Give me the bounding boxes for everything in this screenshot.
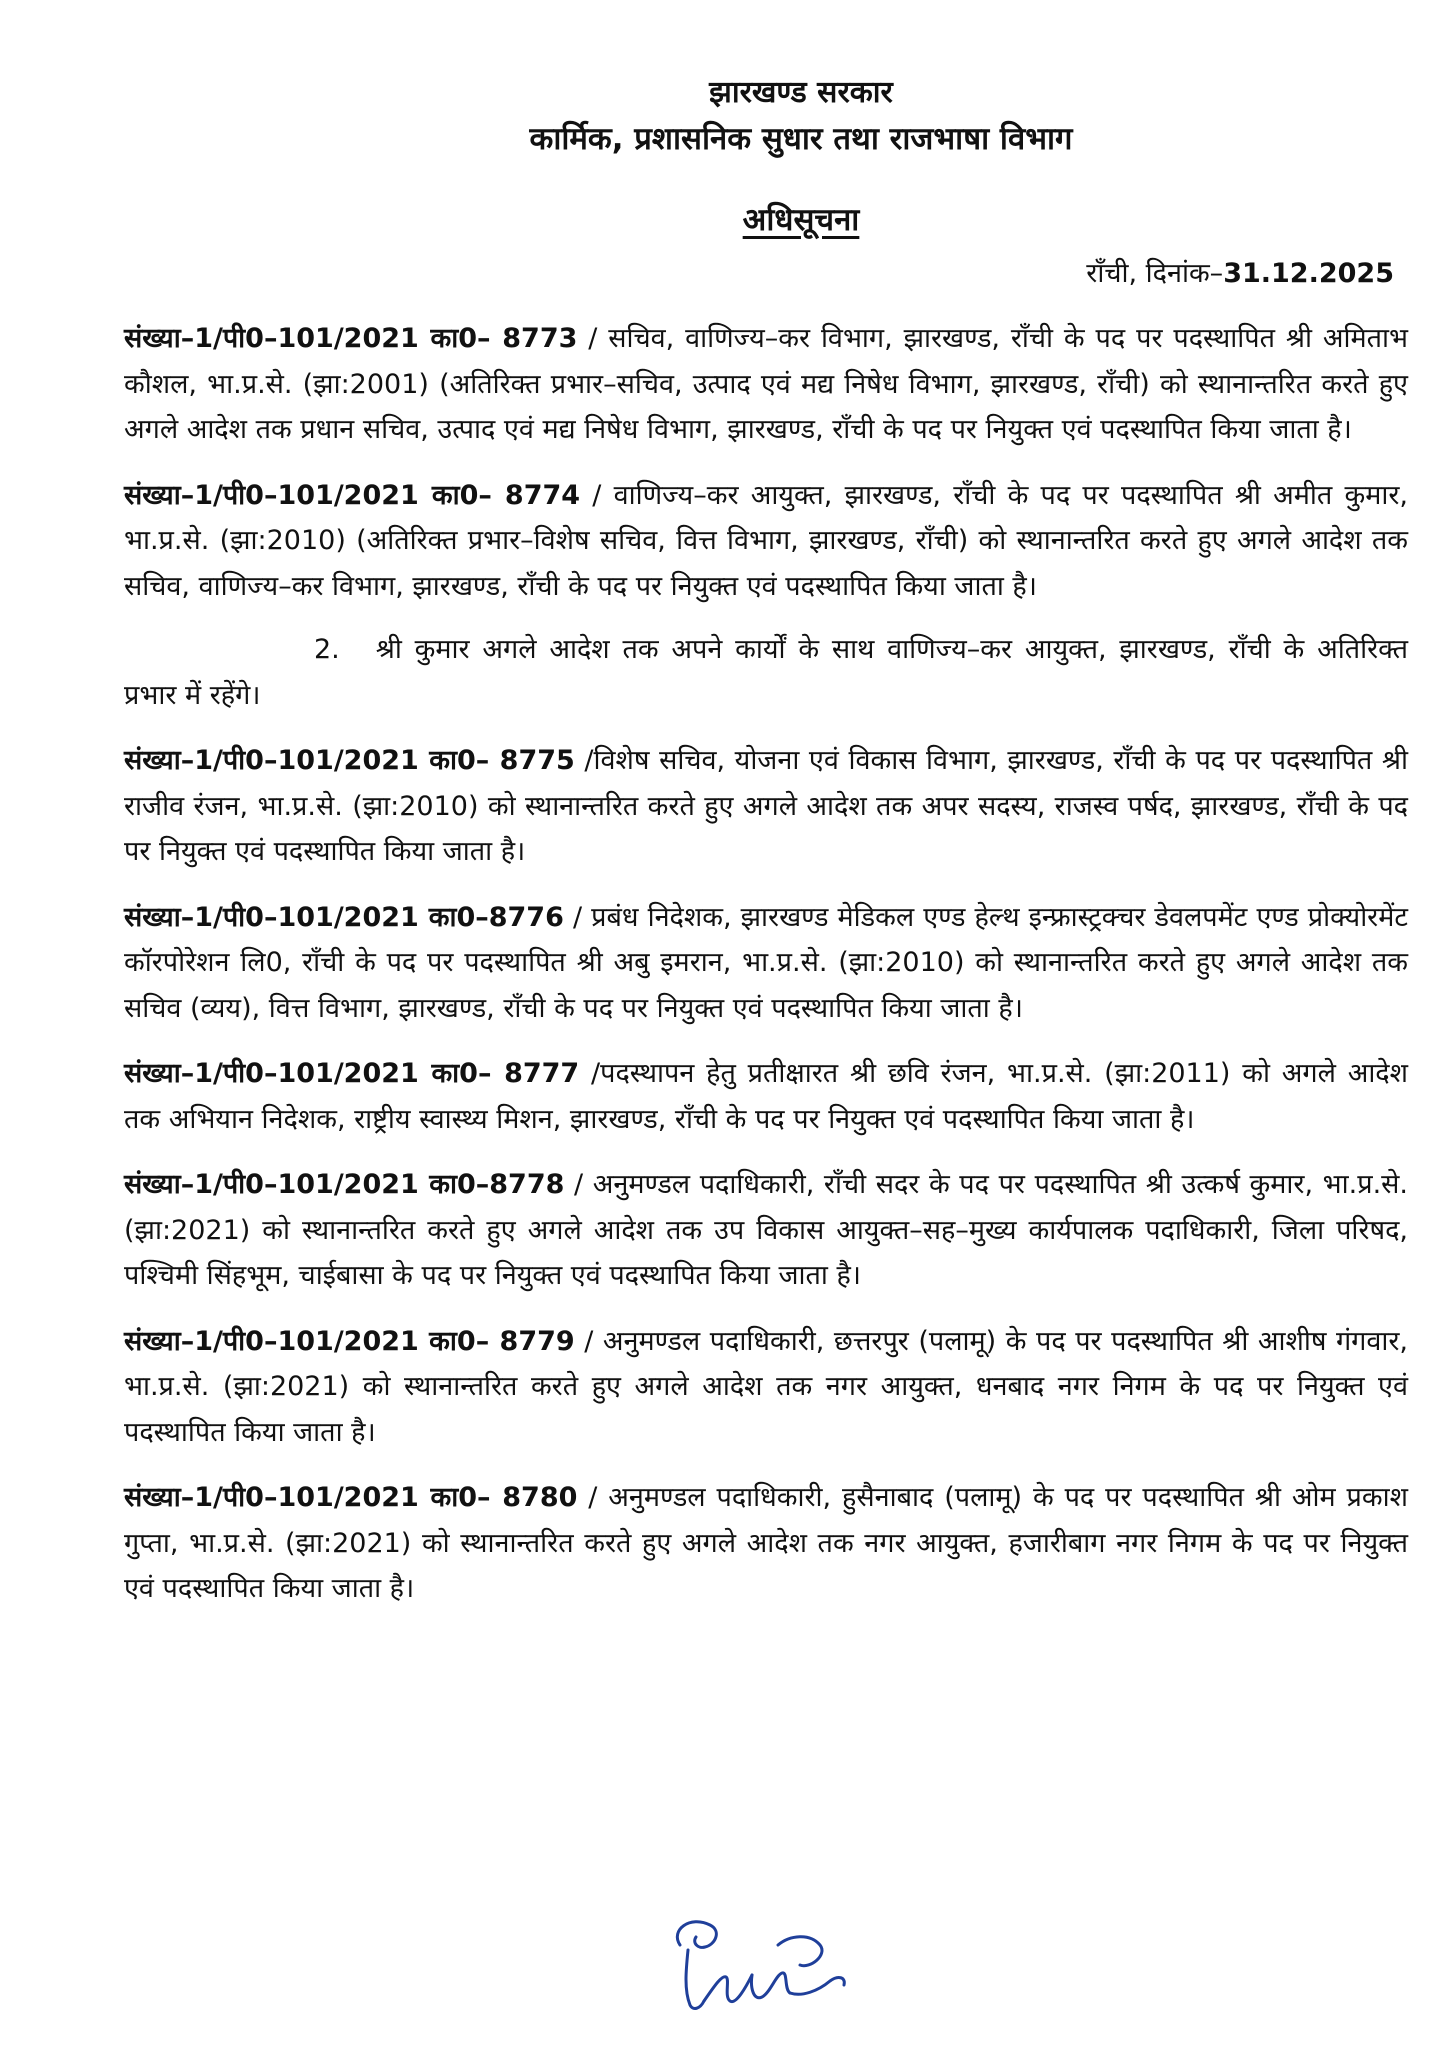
signature-stroke: [704, 1975, 752, 2002]
order-reference: संख्या–1/पी0–101/2021 का0– 8780: [124, 1482, 578, 1513]
document-header: [124, 74, 1408, 160]
order-paragraph: [124, 316, 1408, 453]
order-paragraph: [124, 1051, 1408, 1142]
order-paragraph: [124, 1475, 1408, 1612]
order-reference: संख्या–1/पी0–101/2021 का0– 8779: [124, 1325, 575, 1357]
order-text: / अनुमण्डल पदाधिकारी, हुसैनाबाद (पलामू) के पद पर पदस्थापित श्री ओम प्रकाश गुप्ता, भा.प्र.से. (झा:2021) को स्थानान्तरित करते हुए अगले आदेश तक नगर आयुक्त, हजारीबाग नगर निगम के पद पर नियुक्त एवं पदस्थापित किया जाता है।: [124, 1482, 1408, 1604]
order-text: / प्रबंध निदेशक, झारखण्ड मेडिकल एण्ड हेल्थ इन्फ्रास्ट्रक्चर डेवलपमेंट एण्ड प्रोक्योरमेंट कॉरपोरेशन लि0, राँची के पद पर पदस्थापित श्री अबु इमरान, भा.प्र.से. (झा:2010) को स्थानान्तरित करते हुए अगले आदेश तक सचिव (व्यय), वित्त विभाग, झारखण्ड, राँची के पद पर नियुक्त एवं पदस्थापित किया जाता है।: [124, 901, 1408, 1024]
subparagraph-number: 2.: [314, 634, 340, 665]
order-text: / सचिव, वाणिज्य–कर विभाग, झारखण्ड, राँची के पद पर पदस्थापित श्री अमिताभ कौशल, भा.प्र.से. (झा:2001) (अतिरिक्त प्रभार–सचिव, उत्पाद एवं मद्य निषेध विभाग, झारखण्ड, राँची) को स्थानान्तरित करते हुए अगले आदेश तक प्रधान सचिव, उत्पाद एवं मद्य निषेध विभाग, झारखण्ड, राँची के पद पर नियुक्त एवं पदस्थापित किया जाता है।: [124, 323, 1408, 445]
order-paragraph: [124, 895, 1408, 1032]
order-paragraph: [124, 738, 1408, 875]
order-reference: संख्या–1/पी0–101/2021 का0– 8773: [124, 323, 578, 354]
signature-stroke: [778, 1937, 822, 1966]
date-prefix: राँची, दिनांक–: [1086, 258, 1224, 289]
order-text: / अनुमण्डल पदाधिकारी, राँची सदर के पद पर पदस्थापित श्री उत्कर्ष कुमार, भा.प्र.से. (झा:2021) को स्थानान्तरित करते हुए अगले आदेश तक उप विकास आयुक्त–सह–मुख्य कार्यपालक पदाधिकारी, जिला परिषद, पश्चिमी सिंहभूम, चाईबासा के पद पर नियुक्त एवं पदस्थापित किया जाता है।: [124, 1169, 1408, 1291]
order-reference: संख्या–1/पी0–101/2021 का0– 8774: [124, 479, 581, 511]
signature-stroke: [751, 1973, 790, 1998]
order-paragraph: [124, 473, 1408, 610]
order-text: / अनुमण्डल पदाधिकारी, छत्तरपुर (पलामू) के पद पर पदस्थापित श्री आशीष गंगवार, भा.प्र.से. (झा:2021) को स्थानान्तरित करते हुए अगले आदेश तक नगर आयुक्त, धनबाद नगर निगम के पद पर नियुक्त एवं पदस्थापित किया जाता है।: [124, 1325, 1408, 1448]
order-text: /पदस्थापन हेतु प्रतीक्षारत श्री छवि रंजन, भा.प्र.से. (झा:2011) को अगले आदेश तक अभियान निदेशक, राष्ट्रीय स्वास्थ्य मिशन, झारखण्ड, राँची के पद पर नियुक्त एवं पदस्थापित किया जाता है।: [124, 1058, 1408, 1135]
government-name: झारखण्ड सरकार: [709, 75, 893, 110]
order-paragraph: [124, 1319, 1408, 1456]
order-paragraph: [124, 1162, 1408, 1299]
order-text: / वाणिज्य–कर आयुक्त, झारखण्ड, राँची के पद पर पदस्थापित श्री अमीत कुमार, भा.प्र.से. (झा:2010) (अतिरिक्त प्रभार–विशेष सचिव, वित्त विभाग, झारखण्ड, राँची) को स्थानान्तरित करते हुए अगले आदेश तक सचिव, वाणिज्य–कर विभाग, झारखण्ड, राँची के पद पर नियुक्त एवं पदस्थापित किया जाता है।: [124, 479, 1409, 602]
handwritten-signature: [660, 1905, 860, 2025]
department-name: कार्मिक, प्रशासनिक सुधार तथा राजभाषा विभाग: [529, 121, 1073, 157]
issue-date: 31.12.2025: [1223, 258, 1394, 289]
signature-stroke: [686, 1950, 704, 2008]
subparagraph-text: श्री कुमार अगले आदेश तक अपने कार्यों के साथ वाणिज्य–कर आयुक्त, झारखण्ड, राँची के अतिरिक्त प्रभार में रहेंगे।: [124, 634, 1408, 711]
order-reference: संख्या–1/पी0–101/2021 का0– 8777: [124, 1058, 580, 1089]
order-reference: संख्या–1/पी0–101/2021 का0– 8775: [124, 745, 575, 776]
order-subparagraph: [124, 627, 1408, 718]
order-reference: संख्या–1/पी0–101/2021 का0–8776: [124, 901, 564, 933]
order-reference: संख्या–1/पी0–101/2021 का0–8778: [124, 1169, 565, 1200]
order-text: /विशेष सचिव, योजना एवं विकास विभाग, झारखण्ड, राँची के पद पर पदस्थापित श्री राजीव रंजन, भा.प्र.से. (झा:2010) को स्थानान्तरित करते हुए अगले आदेश तक अपर सदस्य, राजस्व पर्षद, झारखण्ड, राँची के पद पर नियुक्त एवं पदस्थापित किया जाता है।: [124, 745, 1409, 867]
notification-title: [194, 200, 1408, 240]
notification-title-text: अधिसूचना: [742, 202, 860, 238]
signature-stroke: [677, 1922, 716, 1948]
signature-stroke: [790, 1978, 844, 1995]
date-line: [124, 254, 1408, 294]
